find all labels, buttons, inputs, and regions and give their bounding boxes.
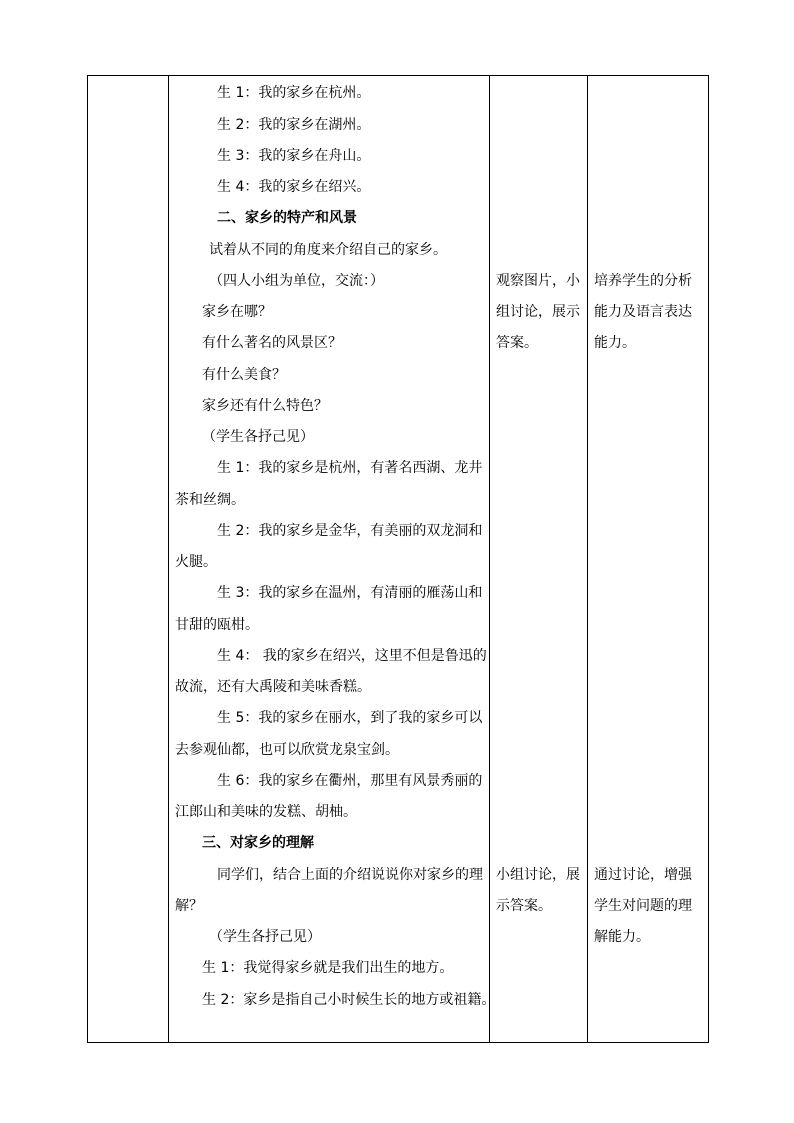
process-line: 解？: [175, 898, 203, 914]
process-line: 茶和丝绸。: [175, 492, 245, 508]
teaching-process-cell: [169, 76, 496, 1043]
process-line: 同学们，结合上面的介绍说说你对家乡的理: [217, 867, 483, 883]
process-line: 生 4：我的家乡在绍兴。: [217, 179, 371, 195]
process-line: 生 3：我的家乡在舟山。: [217, 148, 371, 164]
process-line: 试着从不同的角度来介绍自己的家乡。: [209, 242, 447, 258]
process-line: 生 6：我的家乡在衢州，那里有风景秀丽的: [217, 773, 483, 789]
activity-line: 答案。: [496, 335, 538, 351]
process-line: 家乡在哪？: [202, 304, 272, 320]
table-row: [88, 76, 709, 1043]
process-line: 故流，还有大禹陵和美味香糕。: [175, 679, 371, 695]
section-cell: [88, 76, 169, 1043]
process-line: 生 2：我的家乡是金华，有美丽的双龙洞和: [217, 523, 483, 539]
process-line: 有什么著名的风景区？: [202, 335, 342, 351]
process-line: 生 2：家乡是指自己小时候生长的地方或祖籍。: [202, 992, 496, 1008]
section-heading: 三、对家乡的理解: [202, 835, 314, 851]
intent-line: 能力及语言表达: [594, 304, 692, 320]
process-line: 生 5：我的家乡在丽水，到了我的家乡可以: [217, 710, 483, 726]
process-line: 火腿。: [175, 554, 217, 570]
process-line: （四人小组为单位，交流：）: [209, 273, 384, 289]
design-intent-cell: [588, 76, 709, 1043]
lesson-plan-table: [87, 75, 709, 1043]
process-line: 生 1：我觉得家乡就是我们出生的地方。: [202, 960, 454, 976]
intent-line: 通过讨论，增强: [594, 867, 692, 883]
process-line: 甘甜的瓯柑。: [175, 617, 259, 633]
activity-line: 观察图片，小: [496, 273, 580, 289]
process-line: 生 4： 我的家乡在绍兴，这里不但是鲁迅的: [217, 648, 487, 664]
activity-line: 组讨论，展示: [496, 304, 580, 320]
process-line: （学生各抒己见）: [202, 429, 314, 445]
process-line: 生 3：我的家乡在温州，有清丽的雁荡山和: [217, 585, 483, 601]
intent-line: 能力。: [594, 335, 636, 351]
process-line: 生 1：我的家乡是杭州，有著名西湖、龙井: [217, 460, 483, 476]
process-line: 生 2：我的家乡在湖州。: [217, 117, 371, 133]
intent-line: 培养学生的分析: [594, 273, 692, 289]
process-line: 有什么美食？: [202, 367, 286, 383]
process-line: 去参观仙都，也可以欣赏龙泉宝剑。: [175, 742, 399, 758]
student-activity-cell: [490, 76, 588, 1043]
section-heading: 二、家乡的特产和风景: [217, 210, 357, 226]
intent-line: 学生对问题的理: [594, 898, 692, 914]
process-line: （学生各抒己见）: [209, 929, 321, 945]
process-line: 生 1：我的家乡在杭州。: [217, 85, 371, 101]
process-line: 家乡还有什么特色？: [202, 398, 328, 414]
intent-line: 解能力。: [594, 929, 650, 945]
activity-line: 小组讨论，展: [496, 867, 580, 883]
activity-line: 示答案。: [496, 898, 552, 914]
process-line: 江郎山和美味的发糕、胡柚。: [175, 804, 357, 820]
